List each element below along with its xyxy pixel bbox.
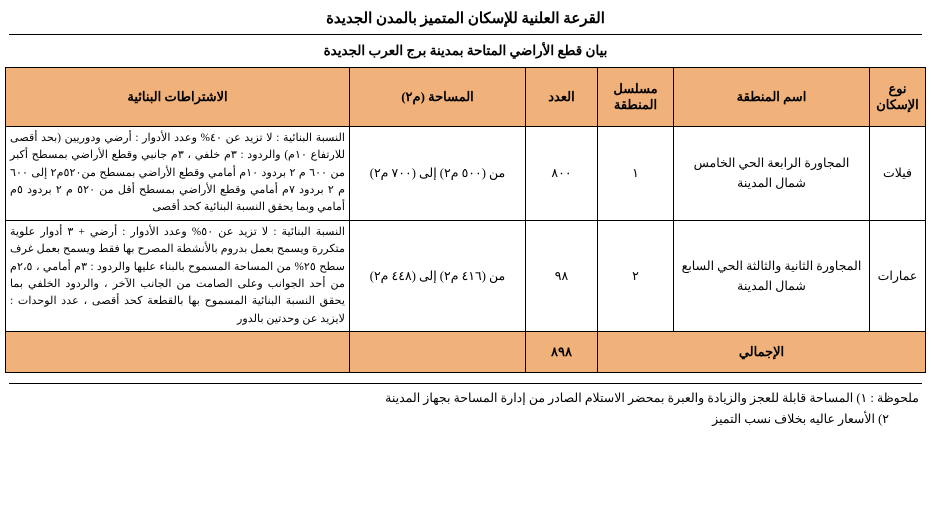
table-header — [6, 68, 926, 127]
land-plots-table — [5, 67, 926, 373]
cell-area: من (٤١٦ م٢) إلى (٤٤٨ م٢) — [350, 220, 526, 331]
table-header-row — [6, 68, 926, 127]
document-page — [0, 9, 931, 529]
total-label: الإجمالي — [598, 331, 926, 372]
column-header-area: المساحة (م٢) — [350, 68, 526, 127]
table-row — [6, 127, 926, 221]
note-line-2: ٢) الأسعار عاليه بخلاف نسب التميز — [712, 412, 889, 427]
cell-serial: ١ — [598, 127, 674, 221]
column-header-type: نوع الإسكان — [870, 68, 926, 127]
note-line-1: ملحوظة : ١) المساحة قابلة للعجز والزيادة والعبرة بمحضر الاستلام الصادر من إدارة المساحة بجهاز المدينة — [385, 390, 919, 405]
page-subtitle: بيان قطع الأراضي المتاحة بمدينة برج العرب الجديدة — [323, 43, 608, 58]
cell-type: عمارات — [870, 220, 926, 331]
table-row — [6, 220, 926, 331]
cell-serial: ٢ — [598, 220, 674, 331]
title-divider — [9, 34, 921, 35]
column-header-region: اسم المنطقة — [674, 68, 870, 127]
table-body — [6, 127, 926, 373]
column-header-serial: مسلسل المنطقة — [598, 68, 674, 127]
cell-conditions: النسبة البنائية : لا تزيد عن ٤٠% وعدد الأدوار : أرضي ودوريين (بحد أقصى للارتفاع ١٠م) والردود : ٣م خلفي ، ٣م جانبي وقطع الأراضي بمسطح أكبر من ٦٠٠ م ٢ بردود ١٠م أمامي وقطع الأراضي بمسطح من٥٢٠م٢ إلى ٦٠٠ م ٢ بردود ٧م أمامي وقطع الأراضي بمسطح أقل من ٥٢٠ م ٢ بردود ٥م أمامي وبما يحقق النسبة البنائية كحد أقصى — [6, 127, 350, 221]
column-header-count: العدد — [526, 68, 598, 127]
total-empty-conditions — [6, 331, 350, 372]
table-total-row — [6, 331, 926, 372]
cell-area: من (٥٠٠ م٢) إلى (٧٠٠ م٢) — [350, 127, 526, 221]
cell-type: فيلات — [870, 127, 926, 221]
cell-region: المجاورة الثانية والثالثة الحي السابع شمال المدينة — [674, 220, 870, 331]
cell-count: ٩٨ — [526, 220, 598, 331]
cell-region: المجاورة الرابعة الحي الخامس شمال المدينة — [674, 127, 870, 221]
cell-count: ٨٠٠ — [526, 127, 598, 221]
cell-conditions: النسبة البنائية : لا تزيد عن ٥٠% وعدد الأدوار : أرضي + ٣ أدوار علوية متكررة ويسمح بعمل بدروم بالأنشطة المصرح بها فقط ويسمح بعمل غرف سطح ٢٥% من المساحة المسموح بالبناء عليها والردود : ٣م أمامي ، ٢،٥م من أحد الجوانب وعلى الصامت من الجانب الآخر ، والردود الخلفي بما يحقق النسبة البنائية المسموح بها بالقطعة كحد أقصى ، عدد الوحدات : لايزيد عن وحدتين بالدور — [6, 220, 350, 331]
notes-section — [8, 384, 923, 431]
column-header-conditions: الاشتراطات البنائية — [6, 68, 350, 127]
total-value: ٨٩٨ — [526, 331, 598, 372]
page-title: القرعة العلنية للإسكان المتميز بالمدن الجديدة — [326, 11, 605, 27]
total-empty-area — [350, 331, 526, 372]
